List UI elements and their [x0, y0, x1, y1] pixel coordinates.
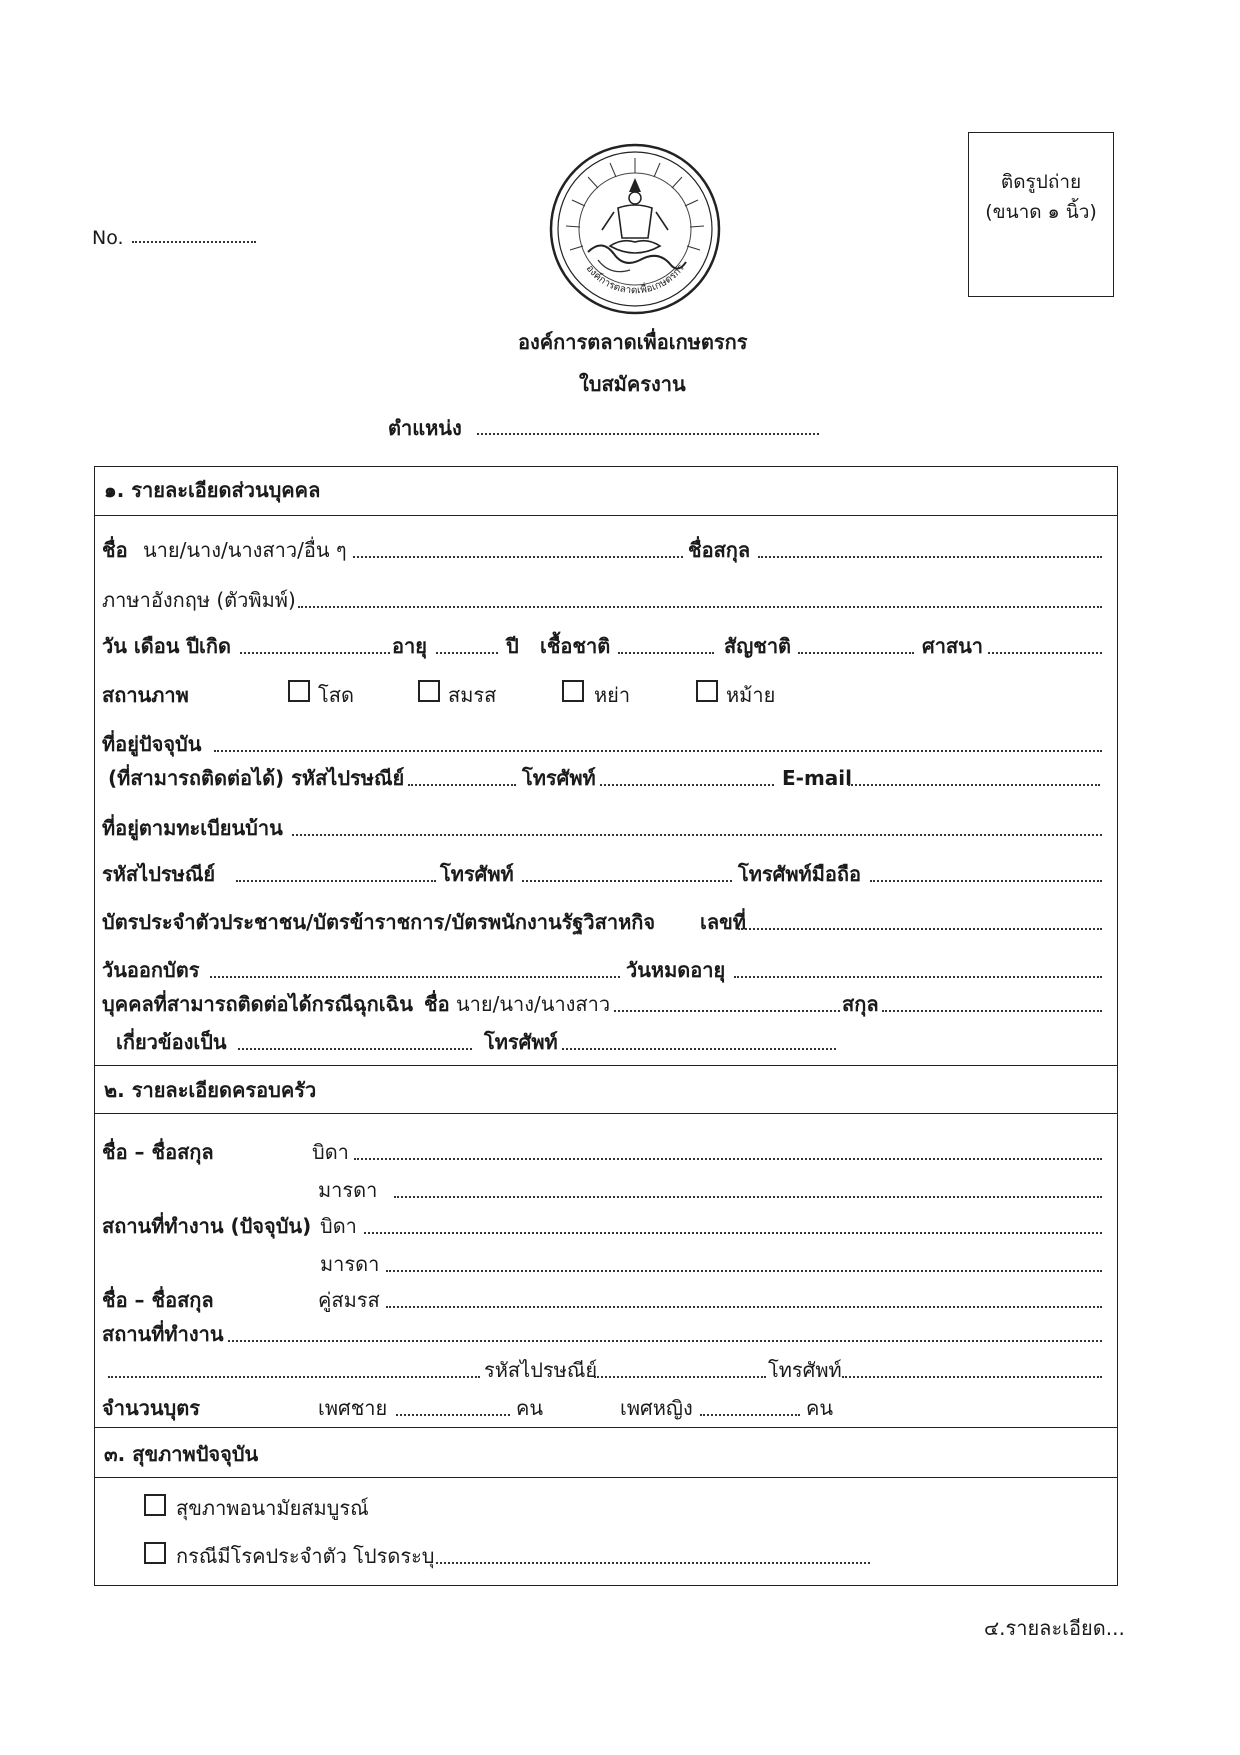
section2-heading: ๒. รายละเอียดครอบครัว [104, 1078, 317, 1102]
section3-divider [94, 1477, 1118, 1478]
registered-phone-input[interactable] [522, 880, 732, 882]
contactable-postcode-label: (ที่สามารถติดต่อได้) รหัสไปรษณีย์ [108, 766, 405, 790]
name-input[interactable] [353, 556, 683, 558]
male-label: เพศชาย [318, 1396, 388, 1420]
id-number-label: เลขที่ [700, 910, 746, 934]
spouse-postcode-input[interactable] [594, 1376, 766, 1378]
svg-text:องค์การตลาดเพื่อเกษตรกร [584, 262, 687, 296]
mother-workplace-label: มารดา [320, 1252, 380, 1276]
org-name: องค์การตลาดเพื่อเกษตรกร [518, 330, 748, 354]
registered-phone-label: โทรศัพท์ [440, 862, 514, 886]
status-married-label: สมรส [448, 683, 497, 707]
status-single-checkbox[interactable] [288, 680, 310, 702]
id-card-label: บัตรประจำตัวประชาชน/บัตรข้าราชการ/บัตรพนักงานรัฐวิสาหกิจ [102, 910, 656, 934]
emergency-contact-label: บุคคลที่สามารถติดต่อได้กรณีฉุกเฉิน [102, 992, 413, 1016]
emergency-prefix: นาย/นาง/นางสาว [456, 992, 611, 1016]
registered-postcode-input[interactable] [236, 880, 436, 882]
organization-seal-logo [548, 142, 722, 316]
male-count-input[interactable] [396, 1414, 510, 1416]
age-input[interactable] [436, 652, 498, 654]
surname-label: ชื่อสกุล [688, 538, 751, 562]
continue-label: ๔.รายละเอียด... [984, 1616, 1125, 1640]
status-single-label: โสด [318, 683, 354, 707]
relation-phone-input[interactable] [562, 1048, 836, 1050]
english-name-input[interactable] [298, 606, 1102, 608]
current-address-label: ที่อยู่ปัจจุบัน [102, 732, 202, 756]
workplace-current-label: สถานที่ทำงาน (ปัจจุบัน) [102, 1214, 312, 1238]
name-prefix: นาย/นาง/นางสาว/อื่น ๆ [143, 538, 347, 562]
issue-date-label: วันออกบัตร [102, 958, 200, 982]
current-phone-label: โทรศัพท์ [522, 766, 596, 790]
status-married-checkbox[interactable] [418, 680, 440, 702]
expiry-date-input[interactable] [734, 976, 1102, 978]
female-count-input[interactable] [700, 1414, 800, 1416]
mobile-input[interactable] [870, 880, 1102, 882]
relation-input[interactable] [238, 1048, 472, 1050]
dob-input[interactable] [240, 652, 390, 654]
healthy-label: สุขภาพอนามัยสมบูรณ์ [176, 1496, 369, 1520]
surname-input[interactable] [758, 556, 1102, 558]
no-input[interactable] [132, 241, 256, 243]
id-number-input[interactable] [738, 928, 1102, 930]
document-title: ใบสมัครงาน [579, 372, 686, 396]
section1-heading: ๑. รายละเอียดส่วนบุคคล [104, 478, 321, 502]
spouse-workplace-label: สถานที่ทำงาน [102, 1322, 224, 1346]
emergency-surname-input[interactable] [882, 1010, 1102, 1012]
email-label: E-mail [782, 766, 853, 790]
female-label: เพศหญิง [620, 1396, 693, 1420]
disease-label: กรณีมีโรคประจำตัว โปรดระบุ [176, 1544, 435, 1568]
registered-address-input[interactable] [292, 834, 1102, 836]
male-unit: คน [516, 1396, 544, 1420]
current-address-input[interactable] [214, 750, 1102, 752]
female-unit: คน [806, 1396, 834, 1420]
religion-input[interactable] [988, 652, 1102, 654]
nationality-label: สัญชาติ [724, 634, 792, 658]
registered-address-label: ที่อยู่ตามทะเบียนบ้าน [102, 816, 283, 840]
section1-divider [94, 515, 1118, 516]
relation-phone-label: โทรศัพท์ [484, 1030, 558, 1054]
race-input[interactable] [618, 652, 714, 654]
religion-label: ศาสนา [922, 634, 984, 658]
mobile-label: โทรศัพท์มือถือ [738, 862, 862, 886]
photo-line-2: (ขนาด ๑ นิ้ว) [985, 201, 1097, 223]
status-widowed-checkbox[interactable] [696, 680, 718, 702]
relation-label: เกี่ยวข้องเป็น [116, 1030, 227, 1054]
issue-date-input[interactable] [210, 976, 620, 978]
status-widowed-label: หม้าย [726, 683, 776, 707]
expiry-date-label: วันหมดอายุ [626, 958, 726, 982]
father-workplace-label: บิดา [320, 1214, 357, 1238]
disease-checkbox[interactable] [144, 1542, 166, 1564]
emergency-name-label: ชื่อ [424, 992, 450, 1016]
spouse-name-input[interactable] [386, 1306, 1102, 1308]
registered-postcode-label: รหัสไปรษณีย์ [102, 862, 216, 886]
section2-divider [94, 1113, 1118, 1114]
family-fullname-label: ชื่อ – ชื่อสกุล [102, 1140, 214, 1164]
emergency-surname-label: สกุล [842, 992, 879, 1016]
age-label: อายุ [392, 634, 427, 658]
email-input[interactable] [848, 784, 1100, 786]
mother-workplace-input[interactable] [386, 1270, 1102, 1272]
father-workplace-input[interactable] [364, 1232, 1102, 1234]
children-label: จำนวนบุตร [102, 1396, 200, 1420]
section3-top-divider [94, 1427, 1118, 1428]
current-postcode-input[interactable] [408, 784, 516, 786]
status-divorced-label: หย่า [594, 683, 631, 707]
spouse-phone-label: โทรศัพท์ [768, 1358, 842, 1382]
spouse-label: คู่สมรส [318, 1288, 380, 1312]
seal-text: องค์การตลาดเพื่อเกษตรกร [583, 262, 687, 297]
mother-name-input[interactable] [394, 1196, 1102, 1198]
status-divorced-checkbox[interactable] [562, 680, 584, 702]
dob-label: วัน เดือน ปีเกิด [102, 634, 231, 658]
healthy-checkbox[interactable] [144, 1494, 166, 1516]
emergency-name-input[interactable] [614, 1010, 840, 1012]
spouse-workplace-input[interactable] [228, 1340, 1102, 1342]
disease-input[interactable] [436, 1562, 870, 1564]
status-label: สถานภาพ [102, 683, 189, 707]
spouse-postcode-label: รหัสไปรษณีย์ [484, 1358, 598, 1382]
spouse-workplace-input-2[interactable] [108, 1376, 480, 1378]
no-label: No. [92, 227, 124, 249]
spouse-phone-input[interactable] [842, 1376, 1102, 1378]
nationality-input[interactable] [798, 652, 914, 654]
photo-line-1: ติดรูปถ่าย [1000, 171, 1082, 193]
father-name-input[interactable] [354, 1158, 1102, 1160]
spouse-fullname-label: ชื่อ – ชื่อสกุล [102, 1288, 214, 1312]
position-input[interactable] [477, 433, 819, 435]
current-phone-input[interactable] [600, 784, 774, 786]
english-name-label: ภาษาอังกฤษ (ตัวพิมพ์) [102, 588, 296, 612]
year-label: ปี [506, 634, 519, 658]
photo-placeholder-box[interactable] [968, 132, 1114, 297]
section3-heading: ๓. สุขภาพปัจจุบัน [104, 1442, 259, 1466]
mother-label: มารดา [318, 1178, 378, 1202]
position-label: ตำแหน่ง [388, 416, 462, 440]
section2-top-divider [94, 1065, 1118, 1066]
race-label: เชื้อชาติ [540, 634, 611, 658]
father-label: บิดา [312, 1140, 349, 1164]
name-label: ชื่อ [102, 538, 128, 562]
